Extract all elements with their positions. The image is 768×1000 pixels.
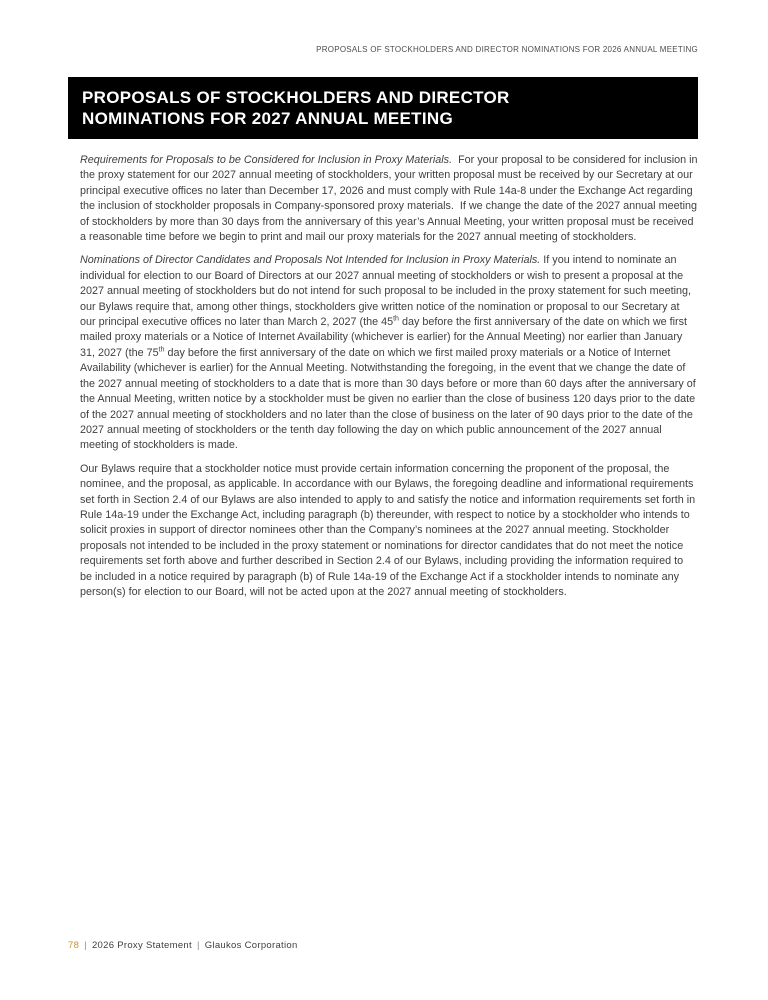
footer-document-label: 2026 Proxy Statement (91, 940, 192, 951)
paragraph-text: day before the first anniversary of the date on which we first mailed proxy materials or a Notice of Internet Availability (whichever is earlier) for the Annual Meeting. Notwithstanding the foregoing, in the event that we change the date of the 2027 annual meeting of stockholders to a date that is more than 30 days before or more than 60 days after the anniversary of the Annual Meeting, written notice by a stockholder must be given no earlier than the close of business 120 days prior to the date of the 2027 annual meeting of stockholders and no later than the close of business on the later of 90 days prior to the date of the 2027 annual meeting of stockholders or the tenth day following the day on which public announcement of the 2027 annual meeting of stockholders is made. (80, 346, 699, 452)
paragraph-text: If you intend to nominate an individual for election to our Board of Directors at our 2027 annual meeting of stockholders or wish to present a proposal at the 2027 annual meeting of stockholders but do not intend for such proposal to be included in the proxy statement for such meeting, our Bylaws require that, among other things, stockholders give written notice of the nomination or proposal to our Secretary at our principal executive offices no later than March 2, 2027 (the 45 (80, 254, 695, 329)
page-footer (68, 940, 298, 951)
running-header: PROPOSALS OF STOCKHOLDERS AND DIRECTOR NOMINATIONS FOR 2026 ANNUAL MEETING (316, 45, 698, 54)
page-title-line-1: PROPOSALS OF STOCKHOLDERS AND DIRECTOR (82, 88, 510, 107)
page-title-line-2: NOMINATIONS FOR 2027 ANNUAL MEETING (82, 109, 453, 128)
ordinal-superscript: th (158, 346, 165, 354)
footer-separator: | (84, 940, 87, 951)
paragraph-text: Our Bylaws require that a stockholder notice must provide certain information concerning the proponent of the proposal, the nominee, and the proposal, as applicable. In accordance with our Bylaws, the foregoing deadline and informational requirements set forth in Section 2.4 of our Bylaws are also intended to apply to and satisfy the notice and information requirements set forth in Rule 14a-19 under the Exchange Act, including paragraph (b) thereunder, with respect to notice by a stockholder who intends to solicit proxies in support of director nominees other than the Company’s nominees at the 2027 annual meeting. Stockholder proposals not intended to be included in the proxy statement or nominations for director candidates that do not meet the notice requirements set forth above and further described in Section 2.4 of our Bylaws, including providing the information required to be included in a notice required by paragraph (b) of Rule 14a-19 of the Exchange Act if a stockholder intends to nominate any person(s) for election to our Board, will not be acted upon at the 2027 annual meeting of stockholders. (80, 462, 699, 598)
ordinal-superscript: th (393, 315, 399, 323)
paragraph-director-nominations (80, 253, 698, 453)
section-title-banner (68, 77, 698, 139)
paragraph-inclusion-requirements (80, 153, 701, 245)
footer-separator: | (196, 940, 200, 951)
page-number: 78 (68, 940, 80, 951)
body-content (80, 153, 701, 608)
paragraph-text: day before the first anniversary of the date on which we first mailed proxy materials or a Notice of Internet Availability (whichever is earlier) for the Annual Meeting) nor earlier than January 31, 2027 (the 75 (80, 316, 691, 359)
paragraph-lead-italic: Requirements for Proposals to be Considered for Inclusion in Proxy Materials. (80, 154, 453, 166)
paragraph-bylaws-notice-requirements (80, 462, 698, 601)
footer-company-name: Glaukos Corporation (204, 940, 298, 951)
paragraph-text: For your proposal to be considered for inclusion in the proxy statement for our 2027 annual meeting of stockholders, your written proposal must be received by our Secretary at our principal executive offices no later than December 17, 2026 and must comply with Rule 14a-8 under the Exchange Act regarding the inclusion of stockholder proposals in Company-sponsored proxy materials. If we change the date of the 2027 annual meeting of stockholders by more than 30 days from the anniversary of this year’s Annual Meeting, your written proposal must be received a reasonable time before we begin to print and mail our proxy materials for the 2027 annual meeting of stockholders. (80, 154, 701, 244)
paragraph-lead-italic: Nominations of Director Candidates and Proposals Not Intended for Inclusion in Proxy Materials. (80, 254, 541, 267)
